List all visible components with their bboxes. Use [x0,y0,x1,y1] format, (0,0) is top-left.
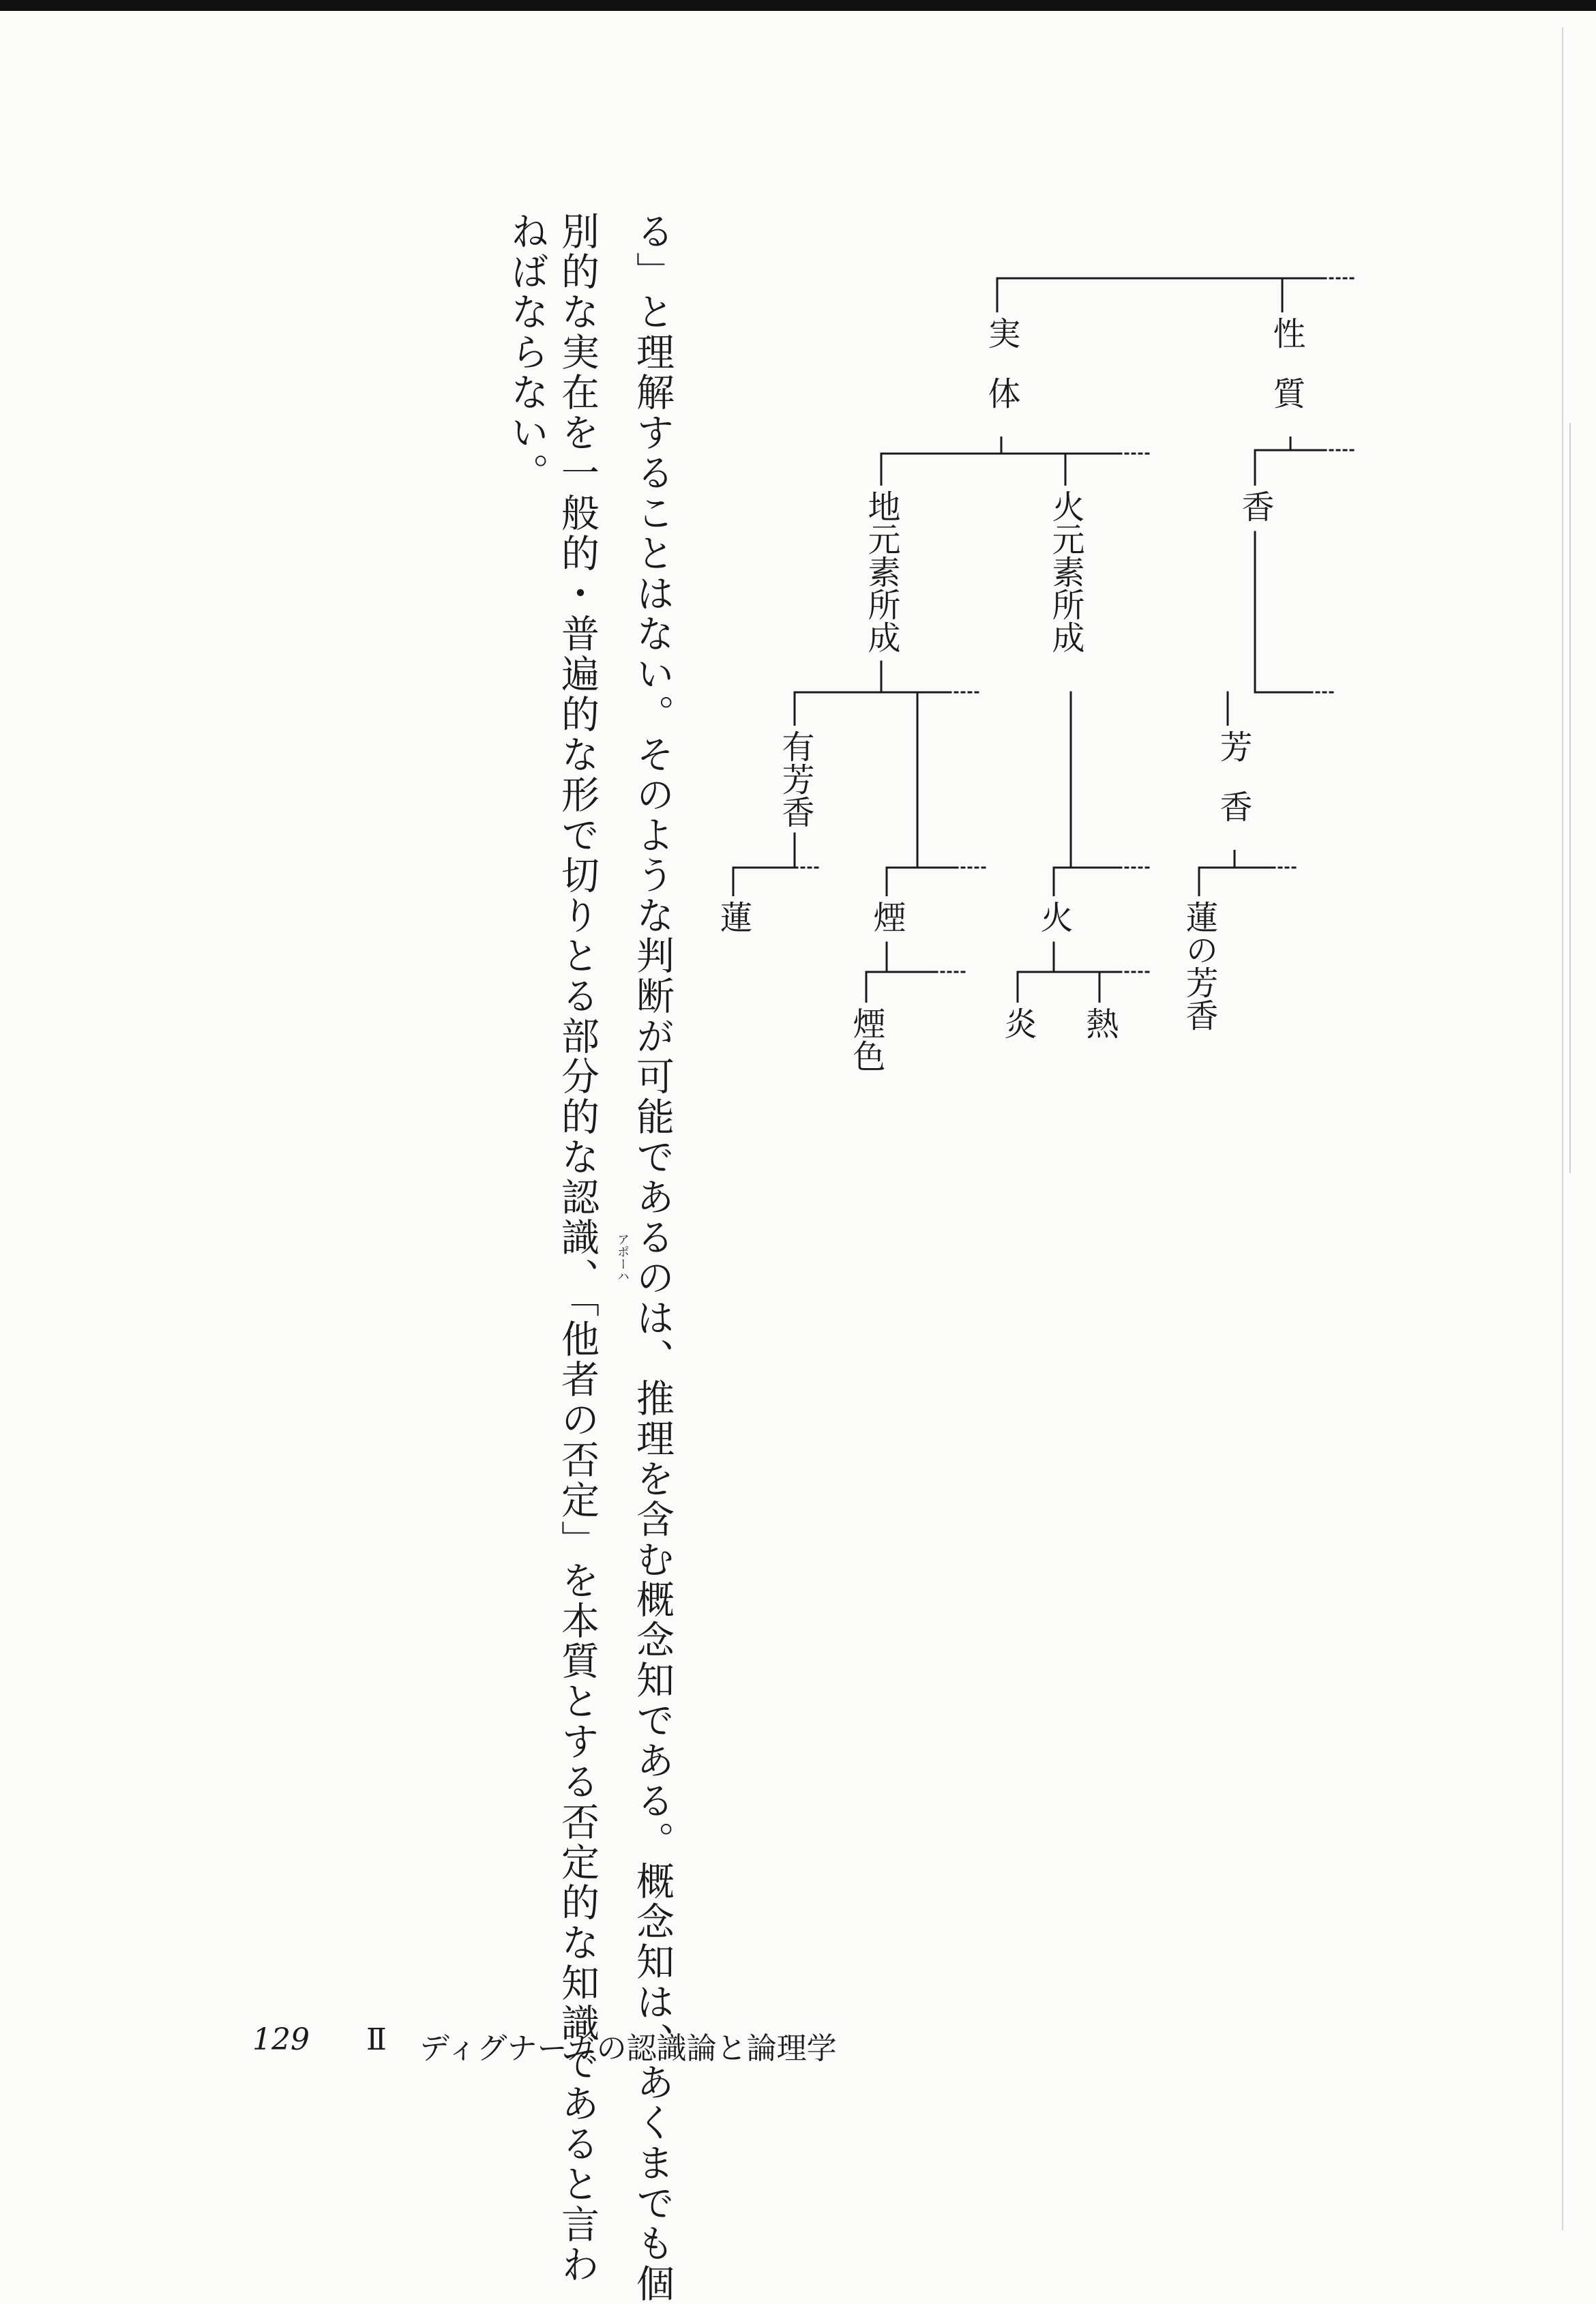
running-title: ディグナーガの認識論と論理学 [419,2031,837,2066]
node-kou: 香 [1236,486,1274,527]
node-en: 煙 [868,896,906,937]
node-honoo: 炎 [999,1003,1037,1044]
part-numeral: Ⅱ [366,2022,387,2057]
ruby-apoha: アポーハ [615,1233,630,1282]
body-column-1: る」と理解することはない。そのような判断が可能であるのは、推理を含む概念知である。概念知は、あくまでも個 [630,211,675,2304]
node-chigenso: 地元素所成 [862,486,900,658]
page-number: 129 [252,2022,310,2057]
node-yuuhoukou: 有芳香 [776,726,814,832]
node-renno-houkou: 蓮の芳香 [1180,896,1218,1035]
node-kagenso: 火元素所成 [1046,486,1084,658]
node-houkou: 芳香 [1214,726,1252,850]
node-hi: 火 [1035,896,1073,937]
node-jittai: 実体 [982,312,1020,437]
node-netsu: 熱 [1080,1003,1119,1044]
node-ren: 蓮 [714,896,752,937]
node-enshoku: 煙色 [847,1003,885,1076]
body-column-2: 別的な実在を一般的・普遍的な形で切りとる部分的な認識、「他者の否定」を本質とする否定的な知識であると言わ [555,211,600,2285]
body-column-3: ねばならない。 [505,211,549,493]
node-seishitsu: 性質 [1267,312,1305,437]
